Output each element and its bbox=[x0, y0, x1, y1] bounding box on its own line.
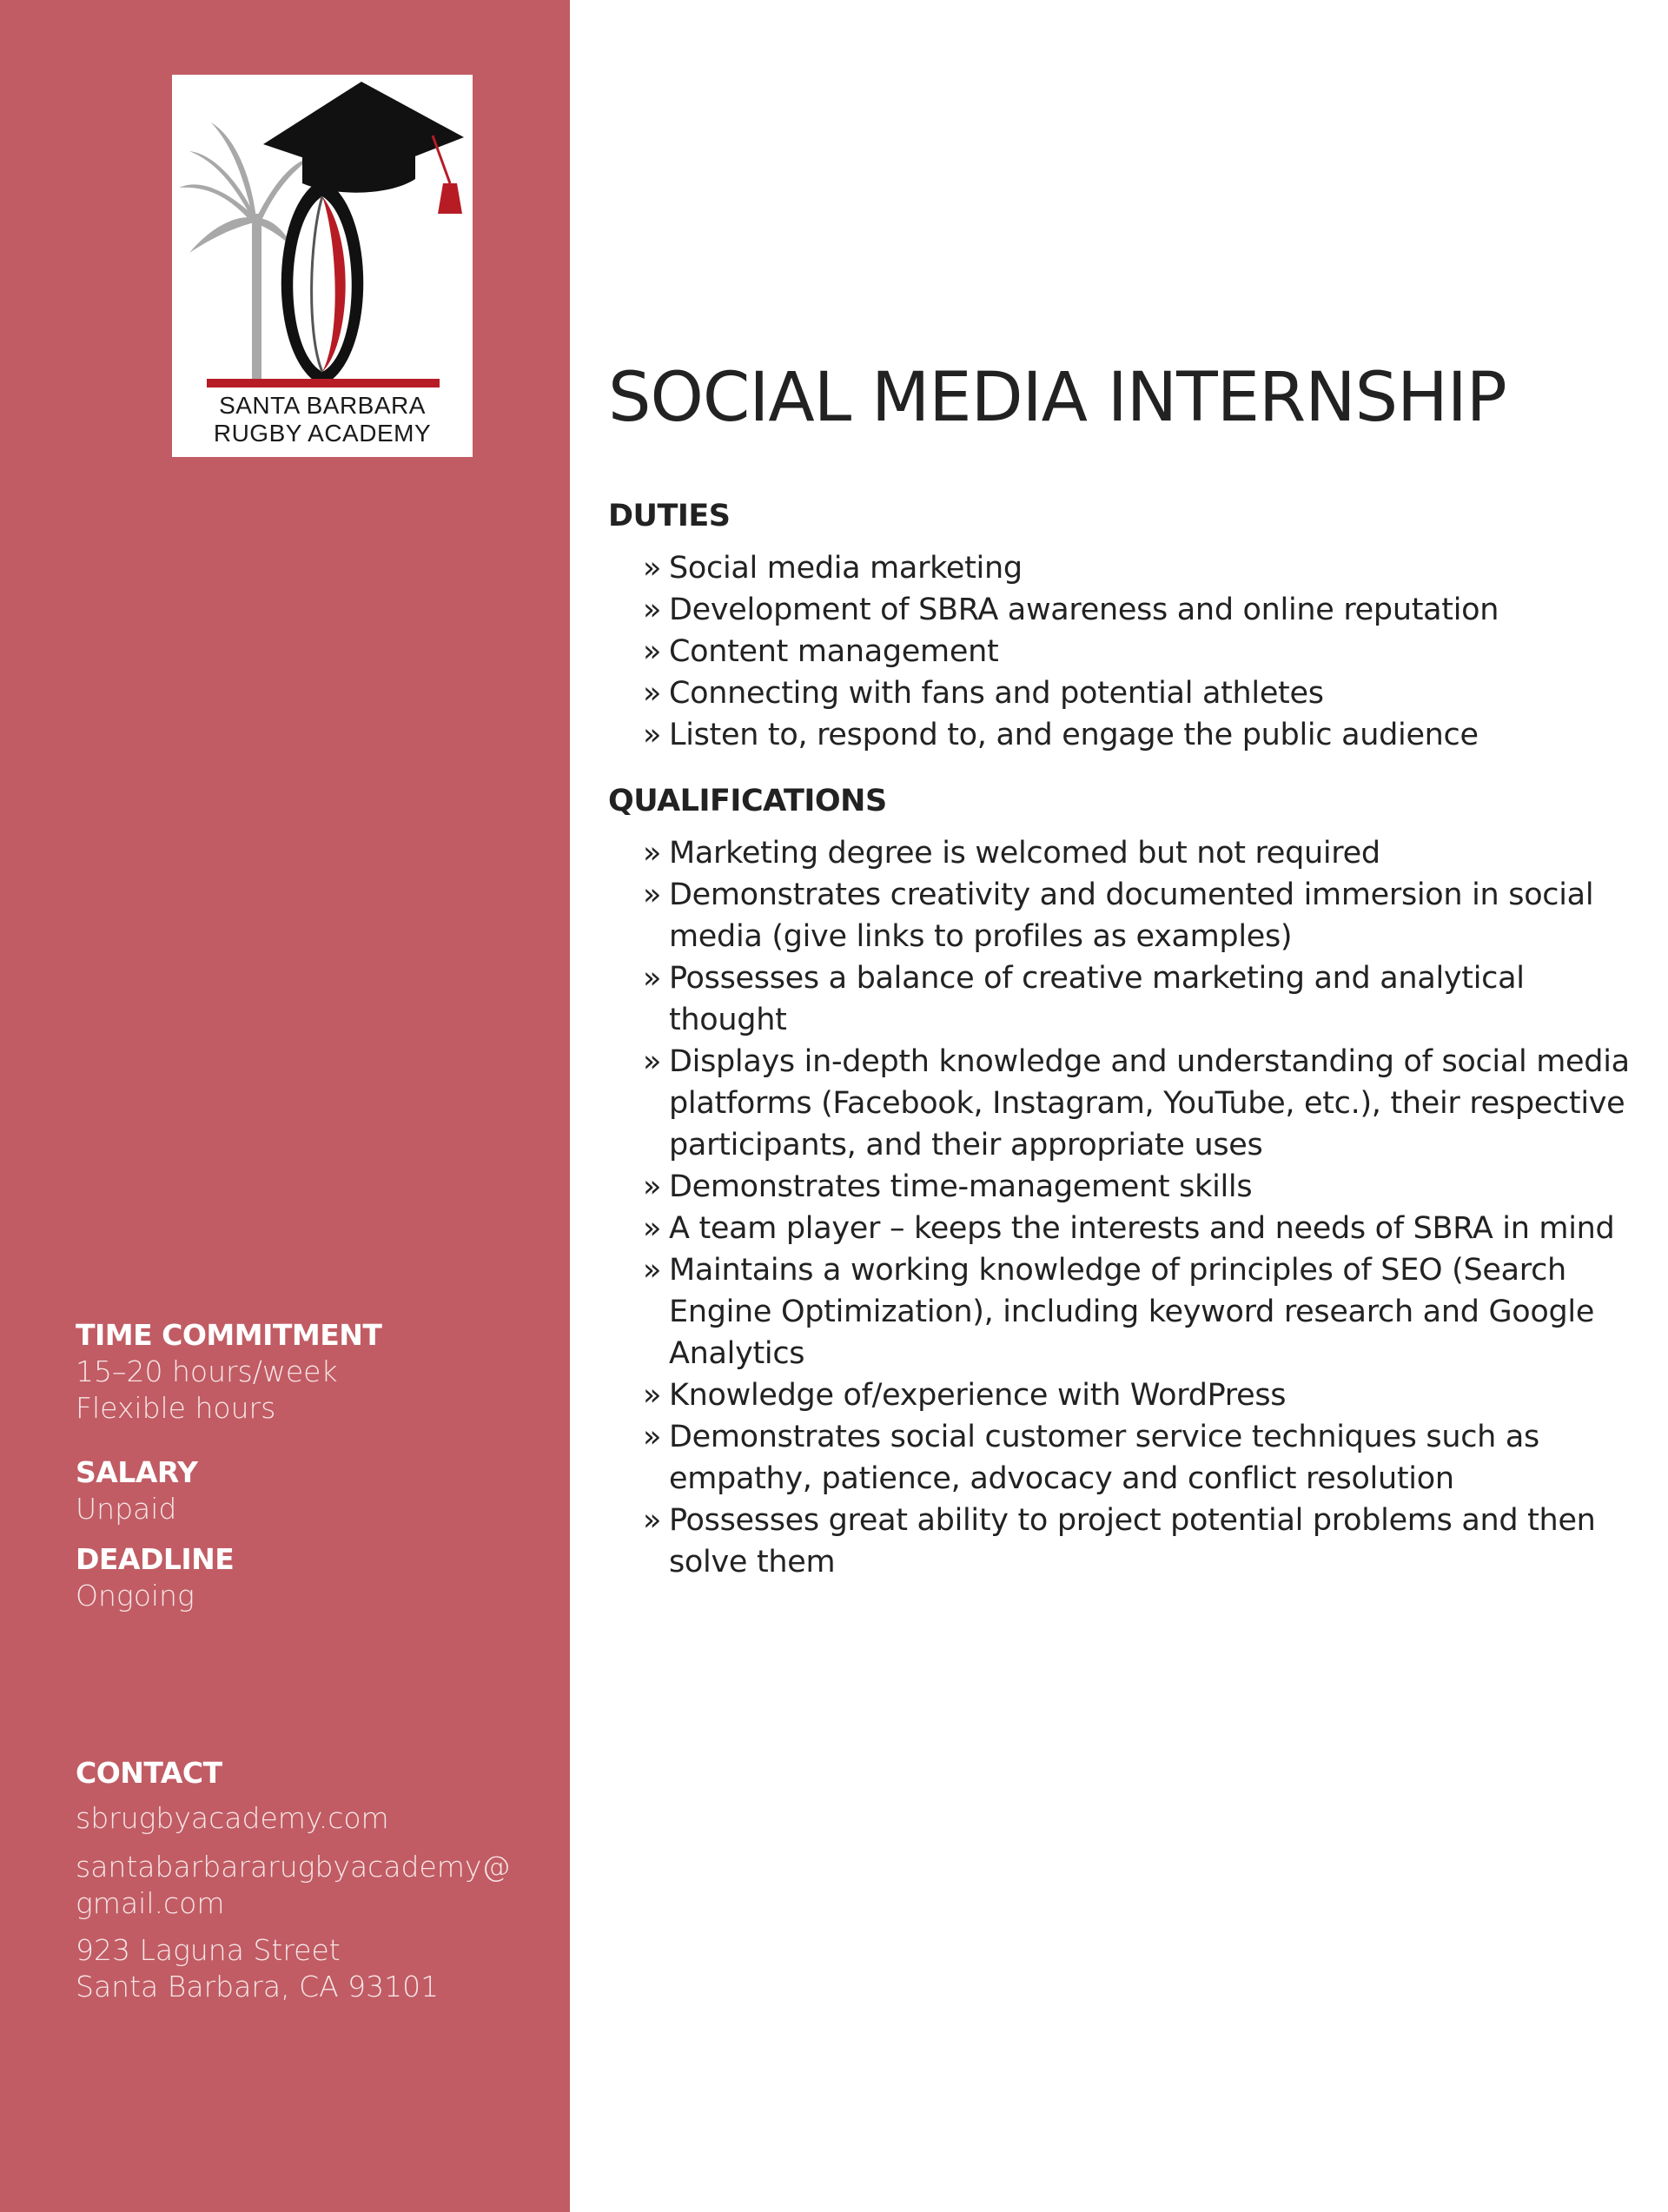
qualification-item-text: Demonstrates creativity and documented immersion in social media (give links to profiles as examples) bbox=[669, 878, 1594, 954]
duty-item bbox=[643, 631, 1633, 672]
deadline-section bbox=[76, 1541, 234, 1614]
deadline-value: Ongoing bbox=[76, 1579, 195, 1613]
contact-address-line-1: 923 Laguna Street bbox=[76, 1933, 341, 1967]
deadline-heading: DEADLINE bbox=[76, 1542, 235, 1576]
qualification-item-text: Maintains a working knowledge of principles of SEO (Search Engine Optimization), including keyword research and Google Analytics bbox=[669, 1253, 1595, 1371]
time-commitment-hours: 15–20 hours/week bbox=[76, 1354, 338, 1388]
time-commitment-section bbox=[76, 1317, 381, 1427]
qualification-item-text: Demonstrates time-management skills bbox=[669, 1169, 1253, 1204]
logo-line-1: SANTA BARBARA bbox=[219, 392, 426, 419]
logo-line-2: RUGBY ACADEMY bbox=[213, 420, 432, 447]
sidebar bbox=[0, 0, 570, 2212]
bullet-marker: » bbox=[643, 1420, 662, 1454]
qualification-item bbox=[643, 1374, 1633, 1416]
academy-logo bbox=[172, 75, 473, 457]
graduation-cap-icon bbox=[263, 82, 464, 214]
bullet-marker: » bbox=[643, 1378, 662, 1413]
duty-item bbox=[643, 672, 1633, 714]
duty-item bbox=[643, 714, 1633, 756]
bullet-marker: » bbox=[643, 1253, 662, 1288]
qualifications-heading: QUALIFICATIONS bbox=[608, 784, 887, 818]
duty-item bbox=[643, 547, 1633, 589]
time-commitment-flexible: Flexible hours bbox=[76, 1391, 276, 1425]
duty-item-text: Social media marketing bbox=[669, 551, 1023, 586]
qualification-item-text: Displays in-depth knowledge and understanding of social media platforms (Facebook, Instagram, YouTube, etc.), their respective participants, and their appropriate uses bbox=[669, 1044, 1630, 1162]
qualification-item-text: Demonstrates social customer service techniques such as empathy, patience, advocacy and conflict resolution bbox=[669, 1420, 1539, 1496]
contact-email-line-2: gmail.com bbox=[76, 1886, 225, 1920]
qualification-item bbox=[643, 1208, 1633, 1249]
qualification-item bbox=[643, 1249, 1633, 1374]
qualifications-list bbox=[643, 832, 1633, 1583]
qualification-item bbox=[643, 874, 1633, 957]
qualification-item bbox=[643, 1041, 1633, 1166]
qualification-item-text: Possesses a balance of creative marketing and analytical thought bbox=[669, 961, 1525, 1037]
bullet-marker: » bbox=[643, 593, 662, 627]
qualification-item-text: Possesses great ability to project potential problems and then solve them bbox=[669, 1503, 1596, 1580]
duties-list bbox=[643, 547, 1633, 756]
qualification-item bbox=[643, 1166, 1633, 1208]
qualification-item-text: Knowledge of/experience with WordPress bbox=[669, 1378, 1287, 1413]
contact-email-link[interactable] bbox=[76, 1849, 510, 1922]
time-commitment-heading: TIME COMMITMENT bbox=[76, 1318, 382, 1352]
contact-email-line-1: santabarbararugbyacademy@ bbox=[76, 1850, 511, 1884]
rugby-ball-icon bbox=[281, 179, 364, 386]
qualification-item-text: Marketing degree is welcomed but not required bbox=[669, 836, 1380, 871]
bullet-marker: » bbox=[643, 718, 662, 752]
contact-heading: CONTACT bbox=[76, 1756, 222, 1790]
salary-section bbox=[76, 1454, 197, 1527]
qualification-item bbox=[643, 1416, 1633, 1500]
qualification-item-text: A team player – keeps the interests and needs of SBRA in mind bbox=[669, 1211, 1615, 1246]
bullet-marker: » bbox=[643, 1503, 662, 1538]
bullet-marker: » bbox=[643, 551, 662, 586]
qualification-item bbox=[643, 957, 1633, 1041]
page-title: SOCIAL MEDIA INTERNSHIP bbox=[608, 359, 1506, 437]
bullet-marker: » bbox=[643, 676, 662, 711]
duty-item-text: Content management bbox=[669, 634, 999, 669]
bullet-marker: » bbox=[643, 1044, 662, 1079]
bullet-marker: » bbox=[643, 878, 662, 912]
duty-item-text: Listen to, respond to, and engage the public audience bbox=[669, 718, 1479, 752]
contact-address-line-2: Santa Barbara, CA 93101 bbox=[76, 1970, 440, 2003]
qualification-item bbox=[643, 1500, 1633, 1583]
contact-section bbox=[76, 1755, 510, 2005]
salary-heading: SALARY bbox=[76, 1455, 198, 1489]
bullet-marker: » bbox=[643, 961, 662, 996]
duty-item-text: Development of SBRA awareness and online reputation bbox=[669, 593, 1499, 627]
duties-heading: DUTIES bbox=[608, 499, 731, 533]
duty-item-text: Connecting with fans and potential athletes bbox=[669, 676, 1324, 711]
contact-website-link[interactable]: sbrugbyacademy.com bbox=[76, 1801, 389, 1835]
salary-value: Unpaid bbox=[76, 1492, 177, 1526]
bullet-marker: » bbox=[643, 1169, 662, 1204]
bullet-marker: » bbox=[643, 634, 662, 669]
bullet-marker: » bbox=[643, 836, 662, 871]
duty-item bbox=[643, 589, 1633, 631]
qualification-item bbox=[643, 832, 1633, 874]
bullet-marker: » bbox=[643, 1211, 662, 1246]
